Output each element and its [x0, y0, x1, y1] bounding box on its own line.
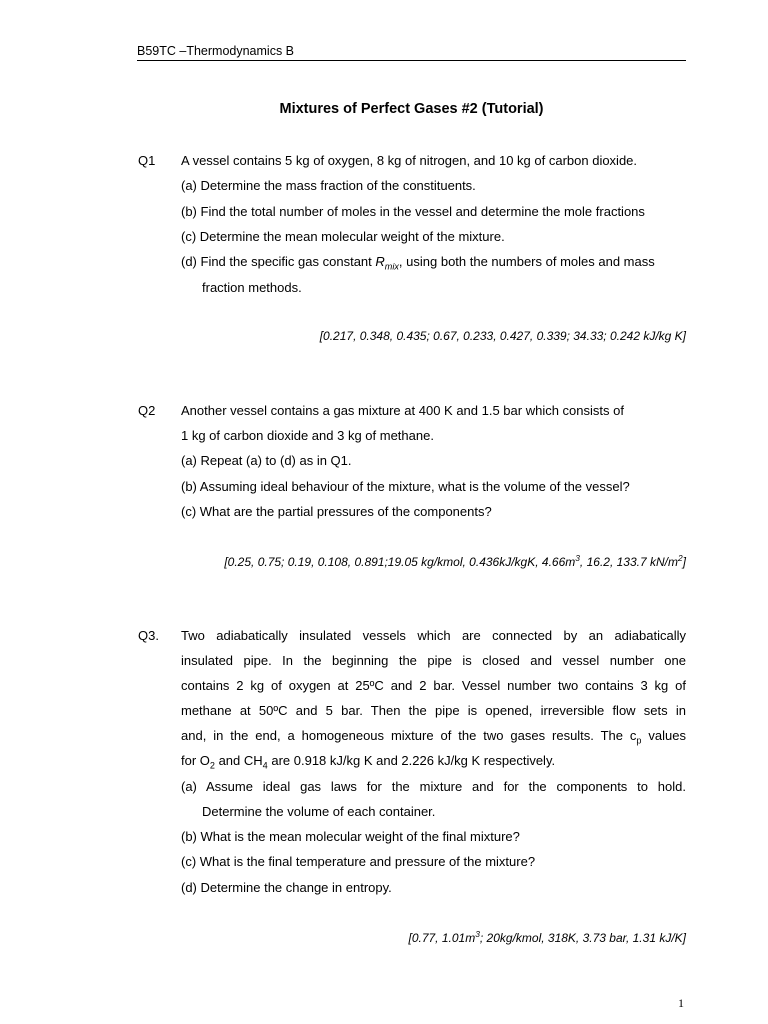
q3-part-b: (b) What is the mean molecular weight of the final mixture?	[181, 829, 520, 844]
q1-part-d-text: (d) Find the specific gas constant	[181, 254, 376, 269]
q2-label: Q2	[138, 403, 156, 418]
q3-line5: and, in the end, a homogeneous mixture of the two gases results. The $c_p$ values	[181, 728, 686, 746]
q1-intro: A vessel contains 5 kg of oxygen, 8 kg of nitrogen, and 10 kg of carbon dioxide.	[181, 153, 638, 168]
q3-part-c: (c) What is the final temperature and pressure of the mixture?	[181, 854, 536, 869]
page-number: 1	[678, 996, 684, 1010]
q3-part-a: (a) Assume ideal gas laws for the mixture and for the components to hold.	[181, 779, 686, 794]
q1-part-d-continued: fraction methods.	[202, 280, 302, 295]
q3-part-a-continued: Determine the volume of each container.	[202, 804, 436, 819]
q1-part-d-text-end: , using both the numbers of moles and mass	[398, 254, 655, 269]
q1-label: Q1	[138, 153, 156, 168]
q3-line3: contains 2 kg of oxygen at 25ºC and 2 bar. Vessel number two contains 3 kg of	[181, 678, 686, 693]
q1-part-c: (c) Determine the mean molecular weight of the mixture.	[181, 229, 505, 244]
q1-part-d-symbol: $R_{mix}$	[375, 254, 399, 272]
header-divider	[137, 60, 686, 61]
q2-part-c: (c) What are the partial pressures of the components?	[181, 504, 492, 519]
q3-line2: insulated pipe. In the beginning the pipe is closed and vessel number one	[181, 653, 686, 668]
page-title: Mixtures of Perfect Gases #2 (Tutorial)	[279, 101, 544, 117]
q3-line1: Two adiabatically insulated vessels which are connected by an adiabatically	[181, 628, 686, 643]
q3-line4: methane at 50ºC and 5 bar. Then the pipe is opened, irreversible flow sets in	[181, 703, 686, 718]
q2-answer: [0.25, 0.75; 0.19, 0.108, 0.891;19.05 kg/kmol, 0.436kJ/kgK, $4.66m^3$, 16.2, 133.7 $kN/m^2$]	[224, 553, 686, 569]
q2-intro-line1: Another vessel contains a gas mixture at 400 K and 1.5 bar which consists of	[181, 403, 624, 418]
q1-part-b: (b) Find the total number of moles in the vessel and determine the mole fractions	[181, 204, 645, 219]
q3-line6: for $O_2$ and $CH_4$ are 0.918 kJ/kg K and 2.226 kJ/kg K respectively.	[181, 753, 556, 771]
q3-label: Q3.	[138, 628, 159, 643]
q3-part-d: (d) Determine the change in entropy.	[181, 880, 392, 895]
q3-answer: [0.77, $1.01m^3$; 20kg/kmol, 318K, 3.73 bar, 1.31 kJ/K]	[408, 929, 686, 945]
q2-part-a: (a) Repeat (a) to (d) as in Q1.	[181, 453, 352, 468]
course-header: B59TC –Thermodynamics B	[137, 44, 295, 58]
q2-intro-line2: 1 kg of carbon dioxide and 3 kg of methane.	[181, 428, 434, 443]
q1-part-a: (a) Determine the mass fraction of the constituents.	[181, 178, 476, 193]
q1-answer: [0.217, 0.348, 0.435; 0.67, 0.233, 0.427, 0.339; 34.33; 0.242 kJ/kg K]	[319, 329, 686, 343]
q2-part-b: (b) Assuming ideal behaviour of the mixture, what is the volume of the vessel?	[181, 479, 630, 494]
q1-part-d	[181, 254, 655, 272]
